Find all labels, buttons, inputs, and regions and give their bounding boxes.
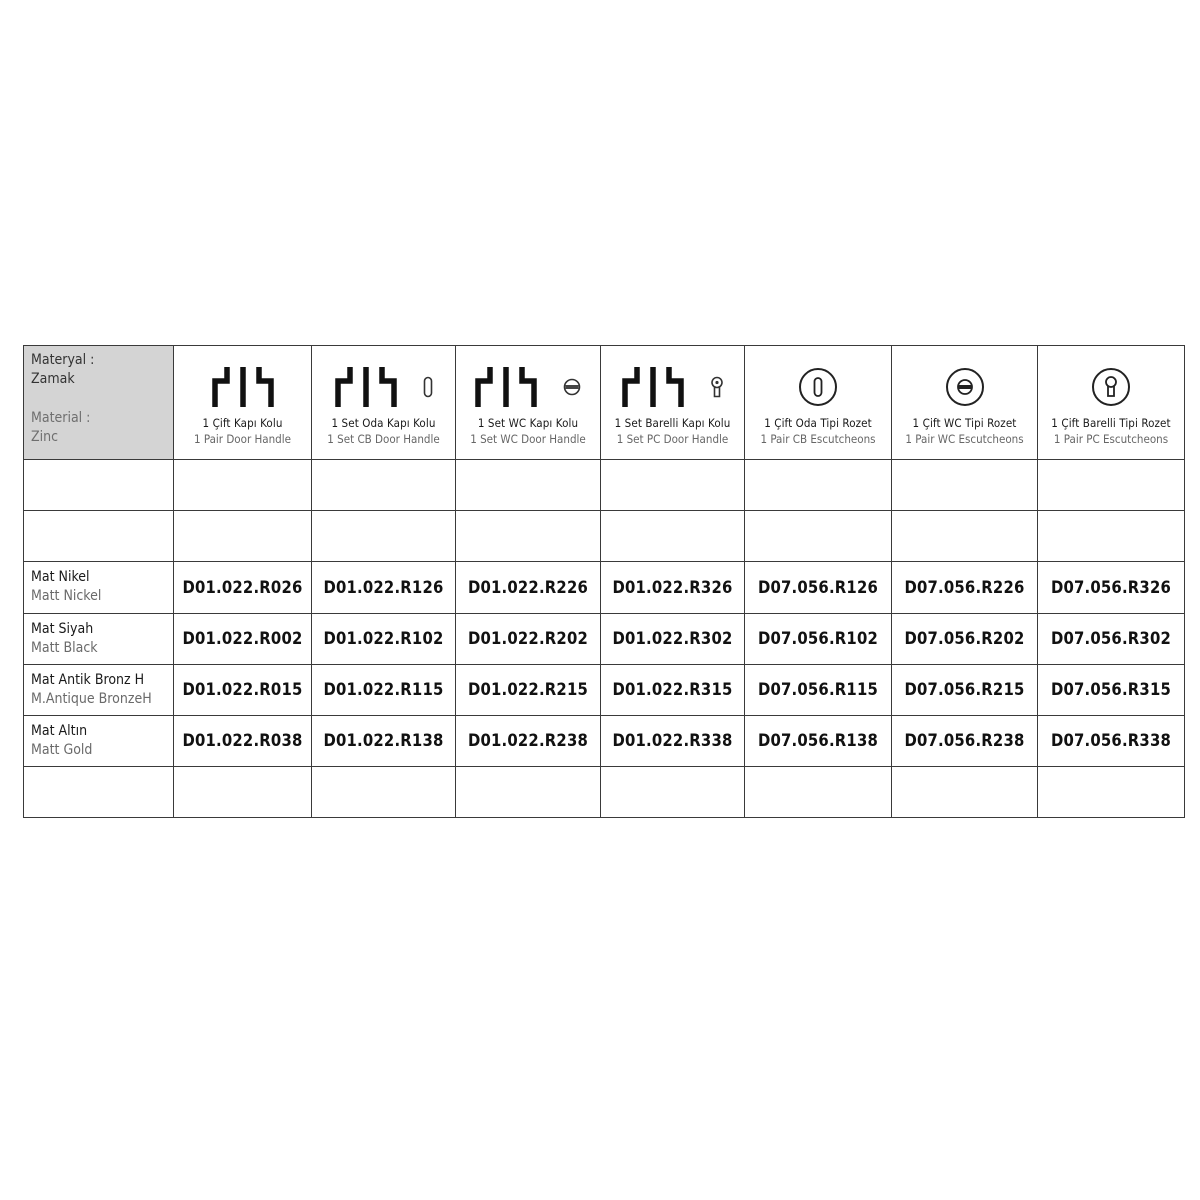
finish-name-cell [24, 613, 174, 664]
product-code-cell [601, 511, 745, 562]
finish-row [24, 460, 1185, 511]
finish-name-cell [24, 460, 174, 511]
product-code-table [23, 345, 1185, 818]
product-code-cell: D01.022.R215 [456, 664, 601, 715]
product-code-cell: D01.022.R226 [456, 562, 601, 613]
product-code-cell: D07.056.R115 [745, 664, 892, 715]
finish-row [24, 766, 1185, 817]
product-code-cell: D07.056.R226 [892, 562, 1038, 613]
product-code-cell: D01.022.R302 [601, 613, 745, 664]
material-label-en: Material : [31, 410, 91, 426]
finish-name-cell [24, 664, 174, 715]
finish-name-tr: Mat Antik Bronz H [31, 671, 145, 688]
column-header [745, 346, 892, 460]
material-label-tr: Materyal : [31, 352, 95, 368]
finish-name-en: M.Antique BronzeH [31, 690, 152, 707]
door-handle-pair-icon [335, 365, 397, 409]
product-code-cell: D01.022.R326 [601, 562, 745, 613]
column-header [601, 346, 745, 460]
door-handle-pair-icon [212, 365, 274, 409]
product-code-cell: D07.056.R202 [892, 613, 1038, 664]
product-code-cell: D07.056.R238 [892, 715, 1038, 766]
product-code-cell [1038, 511, 1185, 562]
product-code-cell [601, 460, 745, 511]
column-label-tr: 1 Çift WC Tipi Rozet [912, 416, 1017, 431]
product-code-cell [456, 766, 601, 817]
product-code-cell [745, 766, 892, 817]
wc-escutcheon-icon [945, 367, 985, 407]
product-code-cell: D07.056.R338 [1038, 715, 1185, 766]
material-cell [24, 346, 174, 460]
product-code-cell [601, 766, 745, 817]
product-code-cell [892, 511, 1038, 562]
product-code-cell [312, 766, 456, 817]
column-header [892, 346, 1038, 460]
product-code-cell [312, 460, 456, 511]
product-code-cell: D01.022.R115 [312, 664, 456, 715]
finish-name-tr: Mat Nikel [31, 569, 90, 586]
door-handle-pair-icon [475, 365, 537, 409]
product-code-cell: D01.022.R338 [601, 715, 745, 766]
header-row [24, 346, 1185, 460]
column-label-tr: 1 Set WC Kapı Kolu [477, 416, 579, 431]
column-label-en: 1 Pair Door Handle [194, 432, 291, 447]
finish-row [24, 511, 1185, 562]
product-code-cell: D01.022.R102 [312, 613, 456, 664]
product-code-cell: D01.022.R126 [312, 562, 456, 613]
finish-name-cell [24, 715, 174, 766]
column-label-en: 1 Set CB Door Handle [327, 432, 440, 447]
product-code-cell [174, 511, 312, 562]
column-label-en: 1 Pair PC Escutcheons [1053, 432, 1169, 447]
column-label-en: 1 Set WC Door Handle [470, 432, 586, 447]
product-code-cell [456, 511, 601, 562]
product-code-cell [892, 766, 1038, 817]
product-code-cell: D01.022.R315 [601, 664, 745, 715]
column-label-tr: 1 Set Oda Kapı Kolu [331, 416, 436, 431]
finish-row [24, 562, 1185, 613]
finish-name-en: Matt Black [31, 639, 98, 656]
finish-name-en: Matt Gold [31, 741, 93, 758]
finish-row [24, 715, 1185, 766]
finish-row [24, 664, 1185, 715]
finish-name-en: Matt Nickel [31, 588, 102, 605]
finish-name-cell [24, 511, 174, 562]
column-header [456, 346, 601, 460]
column-header [174, 346, 312, 460]
wc-turn-icon [563, 378, 581, 396]
product-code-cell: D01.022.R026 [174, 562, 312, 613]
product-code-cell: D07.056.R102 [745, 613, 892, 664]
column-label-tr: 1 Çift Kapı Kolu [202, 416, 283, 431]
product-code-cell [745, 511, 892, 562]
product-code-cell: D01.022.R238 [456, 715, 601, 766]
column-label-en: 1 Set PC Door Handle [616, 432, 729, 447]
finish-name-cell [24, 766, 174, 817]
product-code-cell: D01.022.R038 [174, 715, 312, 766]
product-code-cell [456, 460, 601, 511]
product-code-cell [174, 460, 312, 511]
finish-name-cell [24, 562, 174, 613]
product-code-cell: D01.022.R015 [174, 664, 312, 715]
product-code-cell: D07.056.R138 [745, 715, 892, 766]
product-code-cell: D01.022.R002 [174, 613, 312, 664]
product-code-cell [174, 766, 312, 817]
product-code-cell: D01.022.R138 [312, 715, 456, 766]
pc-escutcheon-icon [1091, 367, 1131, 407]
product-code-cell: D07.056.R302 [1038, 613, 1185, 664]
product-code-cell [1038, 460, 1185, 511]
finish-name-tr: Mat Altın [31, 722, 88, 739]
product-code-cell: D01.022.R202 [456, 613, 601, 664]
cb-keyhole-icon [423, 376, 433, 398]
column-label-en: 1 Pair CB Escutcheons [760, 432, 876, 447]
material-value-tr: Zamak [31, 371, 75, 387]
product-code-cell [1038, 766, 1185, 817]
product-code-cell [745, 460, 892, 511]
column-label-tr: 1 Set Barelli Kapı Kolu [614, 416, 731, 431]
pc-cylinder-icon [710, 376, 724, 398]
product-code-cell [892, 460, 1038, 511]
column-label-tr: 1 Çift Barelli Tipi Rozet [1051, 416, 1171, 431]
column-label-tr: 1 Çift Oda Tipi Rozet [764, 416, 872, 431]
product-code-cell: D07.056.R126 [745, 562, 892, 613]
product-code-cell [312, 511, 456, 562]
product-code-cell: D07.056.R215 [892, 664, 1038, 715]
finish-name-tr: Mat Siyah [31, 620, 94, 637]
product-code-cell: D07.056.R315 [1038, 664, 1185, 715]
column-header [1038, 346, 1185, 460]
finish-row [24, 613, 1185, 664]
cb-escutcheon-icon [798, 367, 838, 407]
column-label-en: 1 Pair WC Escutcheons [905, 432, 1024, 447]
column-header [312, 346, 456, 460]
material-value-en: Zinc [31, 429, 59, 445]
product-code-cell: D07.056.R326 [1038, 562, 1185, 613]
door-handle-pair-icon [622, 365, 684, 409]
